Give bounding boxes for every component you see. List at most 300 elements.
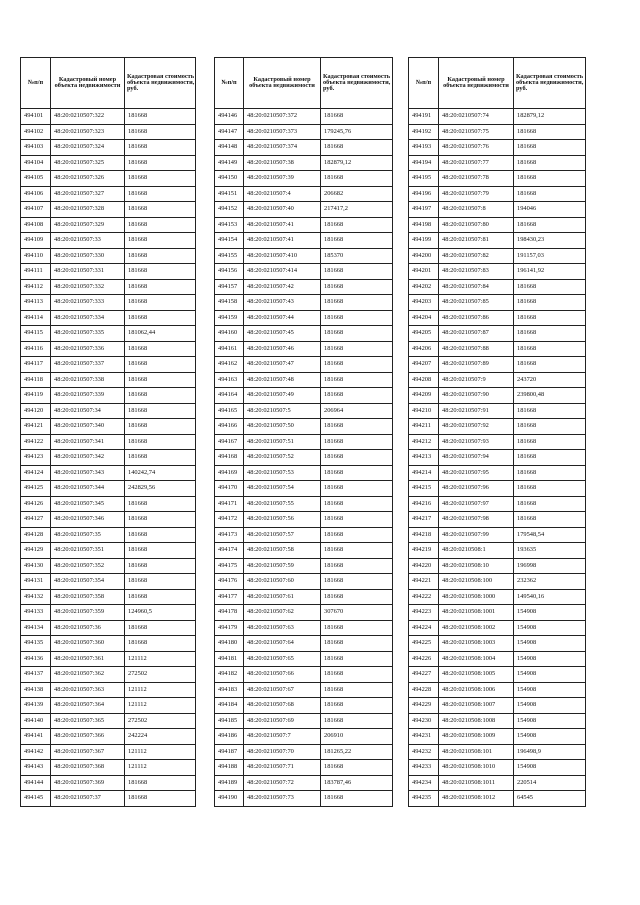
table-row: [21, 140, 196, 156]
table-row: [215, 682, 393, 698]
table-row: [21, 326, 196, 342]
table-row: [21, 682, 196, 698]
cadastral-cost: 206910: [321, 729, 393, 745]
row-number: 494149: [215, 155, 244, 171]
cadastral-table-2: [214, 57, 393, 807]
cadastral-number: 48:20:0210507:362: [51, 667, 125, 683]
row-number: 494133: [21, 605, 51, 621]
row-number: 494198: [409, 217, 439, 233]
cadastral-number: 48:20:0210507:71: [244, 760, 321, 776]
cadastral-number: 48:20:0210508:1009: [439, 729, 514, 745]
cadastral-cost: 181668: [125, 419, 196, 435]
cadastral-cost: 181668: [514, 326, 586, 342]
cadastral-number: 48:20:0210507:352: [51, 558, 125, 574]
cadastral-number: 48:20:0210507:67: [244, 682, 321, 698]
cadastral-cost: 181668: [321, 496, 393, 512]
table-row: [409, 744, 586, 760]
cadastral-number: 48:20:0210507:70: [244, 744, 321, 760]
row-number: 494200: [409, 248, 439, 264]
table-header-row: [21, 58, 196, 109]
cadastral-number: 48:20:0210508:100: [439, 574, 514, 590]
table-row: [409, 109, 586, 125]
row-number: 494191: [409, 109, 439, 125]
cadastral-number: 48:20:0210507:337: [51, 357, 125, 373]
table-row: [215, 450, 393, 466]
cadastral-number: 48:20:0210507:54: [244, 481, 321, 497]
row-number: 494110: [21, 248, 51, 264]
cadastral-number: 48:20:0210507:322: [51, 109, 125, 125]
table-row: [215, 527, 393, 543]
row-number: 494152: [215, 202, 244, 218]
row-number: 494126: [21, 496, 51, 512]
table-row: [21, 264, 196, 280]
cadastral-cost: 181668: [321, 450, 393, 466]
row-number: 494166: [215, 419, 244, 435]
table-row: [409, 155, 586, 171]
row-number: 494102: [21, 124, 51, 140]
cadastral-number: 48:20:0210507:39: [244, 171, 321, 187]
row-number: 494131: [21, 574, 51, 590]
row-number: 494171: [215, 496, 244, 512]
row-number: 494130: [21, 558, 51, 574]
table-row: [409, 713, 586, 729]
cadastral-cost: 181668: [125, 558, 196, 574]
table-row: [409, 140, 586, 156]
table-row: [409, 124, 586, 140]
cadastral-cost: 181668: [321, 481, 393, 497]
table-row: [409, 574, 586, 590]
cadastral-number: 48:20:0210507:323: [51, 124, 125, 140]
cadastral-number: 48:20:0210507:324: [51, 140, 125, 156]
table-row: [21, 574, 196, 590]
row-number: 494151: [215, 186, 244, 202]
cadastral-cost: 181668: [125, 775, 196, 791]
cadastral-cost: 181062,44: [125, 326, 196, 342]
table-row: [409, 543, 586, 559]
cadastral-number: 48:20:0210508:1006: [439, 682, 514, 698]
row-number: 494144: [21, 775, 51, 791]
cadastral-cost: 181668: [514, 186, 586, 202]
row-number: 494122: [21, 434, 51, 450]
row-number: 494203: [409, 295, 439, 311]
table-row: [409, 341, 586, 357]
cadastral-number: 48:20:0210507:76: [439, 140, 514, 156]
row-number: 494179: [215, 620, 244, 636]
cadastral-cost: 307670: [321, 605, 393, 621]
cadastral-number: 48:20:0210508:1: [439, 543, 514, 559]
cadastral-table-1: [20, 57, 196, 807]
row-number: 494230: [409, 713, 439, 729]
header-cadastral-cost: Кадастровая стоимость объекта недвижимости, руб.: [514, 58, 586, 109]
cadastral-cost: 179245,76: [321, 124, 393, 140]
cadastral-number: 48:20:0210507:65: [244, 651, 321, 667]
table-row: [21, 760, 196, 776]
cadastral-number: 48:20:0210507:73: [244, 791, 321, 807]
row-number: 494199: [409, 233, 439, 249]
cadastral-number: 48:20:0210508:1002: [439, 620, 514, 636]
table-row: [215, 512, 393, 528]
cadastral-cost: 194046: [514, 202, 586, 218]
table-row: [215, 713, 393, 729]
cadastral-cost: 121112: [125, 682, 196, 698]
row-number: 494210: [409, 403, 439, 419]
row-number: 494145: [21, 791, 51, 807]
table-row: [409, 636, 586, 652]
cadastral-cost: 154908: [514, 667, 586, 683]
table-row: [215, 496, 393, 512]
cadastral-cost: 181668: [321, 357, 393, 373]
cadastral-number: 48:20:0210507:373: [244, 124, 321, 140]
cadastral-number: 48:20:0210507:94: [439, 450, 514, 466]
row-number: 494141: [21, 729, 51, 745]
row-number: 494185: [215, 713, 244, 729]
cadastral-number: 48:20:0210507:68: [244, 698, 321, 714]
table-header-row: [215, 58, 393, 109]
row-number: 494219: [409, 543, 439, 559]
row-number: 494178: [215, 605, 244, 621]
cadastral-number: 48:20:0210507:9: [439, 372, 514, 388]
table-row: [21, 248, 196, 264]
cadastral-number: 48:20:0210507:61: [244, 589, 321, 605]
cadastral-cost: 181668: [321, 295, 393, 311]
cadastral-cost: 181668: [514, 465, 586, 481]
row-number: 494114: [21, 310, 51, 326]
cadastral-cost: 154908: [514, 713, 586, 729]
cadastral-number: 48:20:0210508:1000: [439, 589, 514, 605]
table-row: [409, 512, 586, 528]
row-number: 494140: [21, 713, 51, 729]
cadastral-cost: 181668: [321, 527, 393, 543]
table-row: [215, 543, 393, 559]
table-row: [215, 605, 393, 621]
cadastral-cost: 182879,12: [514, 109, 586, 125]
cadastral-number: 48:20:0210507:75: [439, 124, 514, 140]
cadastral-cost: 181668: [514, 357, 586, 373]
row-number: 494124: [21, 465, 51, 481]
table-row: [21, 744, 196, 760]
cadastral-cost: 181668: [321, 372, 393, 388]
table-row: [21, 558, 196, 574]
cadastral-number: 48:20:0210507:44: [244, 310, 321, 326]
cadastral-number: 48:20:0210508:101: [439, 744, 514, 760]
row-number: 494111: [21, 264, 51, 280]
row-number: 494160: [215, 326, 244, 342]
cadastral-cost: 181668: [321, 419, 393, 435]
table-row: [215, 171, 393, 187]
table-row: [215, 233, 393, 249]
row-number: 494116: [21, 341, 51, 357]
row-number: 494211: [409, 419, 439, 435]
table-row: [409, 186, 586, 202]
cadastral-number: 48:20:0210507:81: [439, 233, 514, 249]
cadastral-number: 48:20:0210507:325: [51, 155, 125, 171]
cadastral-cost: 181668: [321, 651, 393, 667]
cadastral-number: 48:20:0210507:410: [244, 248, 321, 264]
cadastral-number: 48:20:0210507:41: [244, 217, 321, 233]
table-row: [21, 620, 196, 636]
table-row: [215, 357, 393, 373]
table-row: [215, 124, 393, 140]
cadastral-number: 48:20:0210507:338: [51, 372, 125, 388]
cadastral-number: 48:20:0210508:1007: [439, 698, 514, 714]
cadastral-number: 48:20:0210507:345: [51, 496, 125, 512]
table-row: [21, 527, 196, 543]
cadastral-cost: 206964: [321, 403, 393, 419]
row-number: 494231: [409, 729, 439, 745]
cadastral-cost: 220514: [514, 775, 586, 791]
table-row: [215, 326, 393, 342]
cadastral-number: 48:20:0210507:374: [244, 140, 321, 156]
row-number: 494128: [21, 527, 51, 543]
row-number: 494176: [215, 574, 244, 590]
cadastral-cost: 181668: [321, 326, 393, 342]
cadastral-cost: 181668: [321, 512, 393, 528]
cadastral-number: 48:20:0210507:342: [51, 450, 125, 466]
cadastral-number: 48:20:0210507:5: [244, 403, 321, 419]
row-number: 494173: [215, 527, 244, 543]
row-number: 494214: [409, 465, 439, 481]
cadastral-number: 48:20:0210508:1010: [439, 760, 514, 776]
row-number: 494229: [409, 698, 439, 714]
cadastral-number: 48:20:0210507:79: [439, 186, 514, 202]
cadastral-cost: 181668: [321, 620, 393, 636]
row-number: 494119: [21, 388, 51, 404]
cadastral-number: 48:20:0210507:366: [51, 729, 125, 745]
row-number: 494162: [215, 357, 244, 373]
cadastral-number: 48:20:0210508:1003: [439, 636, 514, 652]
header-number: №п/п: [409, 58, 439, 109]
row-number: 494117: [21, 357, 51, 373]
table-row: [409, 651, 586, 667]
cadastral-cost: 196498,9: [514, 744, 586, 760]
table-row: [409, 465, 586, 481]
table-row: [21, 605, 196, 621]
cadastral-cost: 181668: [321, 217, 393, 233]
cadastral-cost: 242829,56: [125, 481, 196, 497]
cadastral-number: 48:20:0210508:1004: [439, 651, 514, 667]
cadastral-number: 48:20:0210507:66: [244, 667, 321, 683]
row-number: 494103: [21, 140, 51, 156]
row-number: 494175: [215, 558, 244, 574]
cadastral-number: 48:20:0210507:83: [439, 264, 514, 280]
row-number: 494165: [215, 403, 244, 419]
cadastral-cost: 181668: [321, 465, 393, 481]
cadastral-number: 48:20:0210507:351: [51, 543, 125, 559]
table-row: [215, 264, 393, 280]
row-number: 494220: [409, 558, 439, 574]
cadastral-number: 48:20:0210507:330: [51, 248, 125, 264]
cadastral-cost: 181668: [125, 295, 196, 311]
row-number: 494196: [409, 186, 439, 202]
cadastral-number: 48:20:0210507:60: [244, 574, 321, 590]
table-row: [409, 264, 586, 280]
table-row: [215, 310, 393, 326]
cadastral-cost: 206682: [321, 186, 393, 202]
row-number: 494120: [21, 403, 51, 419]
table-row: [21, 543, 196, 559]
table-row: [215, 341, 393, 357]
table-row: [21, 651, 196, 667]
cadastral-number: 48:20:0210507:4: [244, 186, 321, 202]
table-row: [21, 698, 196, 714]
row-number: 494233: [409, 760, 439, 776]
cadastral-cost: 124960,5: [125, 605, 196, 621]
cadastral-number: 48:20:0210507:41: [244, 233, 321, 249]
row-number: 494223: [409, 605, 439, 621]
cadastral-number: 48:20:0210507:48: [244, 372, 321, 388]
cadastral-cost: 181668: [125, 155, 196, 171]
cadastral-cost: 181668: [321, 713, 393, 729]
table-row: [409, 171, 586, 187]
table-row: [409, 775, 586, 791]
cadastral-number: 48:20:0210507:327: [51, 186, 125, 202]
cadastral-cost: 272502: [125, 667, 196, 683]
cadastral-cost: 181668: [321, 791, 393, 807]
cadastral-cost: 181668: [514, 419, 586, 435]
cadastral-number: 48:20:0210507:343: [51, 465, 125, 481]
cadastral-number: 48:20:0210507:42: [244, 279, 321, 295]
cadastral-number: 48:20:0210507:77: [439, 155, 514, 171]
header-cadastral-cost: Кадастровая стоимость объекта недвижимости, руб.: [321, 58, 393, 109]
cadastral-cost: 181668: [514, 310, 586, 326]
row-number: 494125: [21, 481, 51, 497]
table-row: [215, 791, 393, 807]
cadastral-number: 48:20:0210507:46: [244, 341, 321, 357]
table-row: [21, 403, 196, 419]
table-row: [215, 729, 393, 745]
row-number: 494135: [21, 636, 51, 652]
table-row: [215, 186, 393, 202]
row-number: 494147: [215, 124, 244, 140]
table-row: [215, 419, 393, 435]
cadastral-cost: 181668: [514, 450, 586, 466]
cadastral-cost: 181668: [125, 791, 196, 807]
table-row: [21, 233, 196, 249]
table-row: [215, 155, 393, 171]
cadastral-cost: 154908: [514, 729, 586, 745]
row-number: 494218: [409, 527, 439, 543]
row-number: 494205: [409, 326, 439, 342]
cadastral-number: 48:20:0210507:45: [244, 326, 321, 342]
table-row: [21, 186, 196, 202]
table-row: [21, 109, 196, 125]
cadastral-cost: 181668: [321, 140, 393, 156]
cadastral-number: 48:20:0210507:92: [439, 419, 514, 435]
cadastral-number: 48:20:0210507:56: [244, 512, 321, 528]
row-number: 494202: [409, 279, 439, 295]
row-number: 494112: [21, 279, 51, 295]
table-row: [215, 403, 393, 419]
cadastral-cost: 191157,03: [514, 248, 586, 264]
cadastral-number: 48:20:0210507:335: [51, 326, 125, 342]
row-number: 494136: [21, 651, 51, 667]
row-number: 494127: [21, 512, 51, 528]
row-number: 494108: [21, 217, 51, 233]
table-row: [21, 713, 196, 729]
row-number: 494227: [409, 667, 439, 683]
row-number: 494163: [215, 372, 244, 388]
table-row: [215, 434, 393, 450]
cadastral-cost: 181668: [321, 667, 393, 683]
cadastral-cost: 181668: [514, 155, 586, 171]
cadastral-number: 48:20:0210507:96: [439, 481, 514, 497]
table-row: [21, 450, 196, 466]
cadastral-number: 48:20:0210507:341: [51, 434, 125, 450]
row-number: 494115: [21, 326, 51, 342]
cadastral-number: 48:20:0210507:340: [51, 419, 125, 435]
row-number: 494155: [215, 248, 244, 264]
table-row: [21, 636, 196, 652]
table-row: [215, 248, 393, 264]
table-row: [21, 729, 196, 745]
cadastral-cost: 149540,16: [514, 589, 586, 605]
header-number: №п/п: [21, 58, 51, 109]
row-number: 494207: [409, 357, 439, 373]
row-number: 494167: [215, 434, 244, 450]
table-row: [21, 667, 196, 683]
cadastral-cost: 181668: [125, 124, 196, 140]
cadastral-cost: 181668: [125, 357, 196, 373]
cadastral-number: 48:20:0210507:74: [439, 109, 514, 125]
cadastral-cost: 181668: [514, 403, 586, 419]
row-number: 494228: [409, 682, 439, 698]
row-number: 494215: [409, 481, 439, 497]
cadastral-cost: 181668: [321, 589, 393, 605]
table-row: [215, 760, 393, 776]
table-row: [409, 202, 586, 218]
cadastral-cost: 181668: [125, 186, 196, 202]
cadastral-cost: 232362: [514, 574, 586, 590]
row-number: 494139: [21, 698, 51, 714]
row-number: 494169: [215, 465, 244, 481]
table-row: [21, 155, 196, 171]
row-number: 494193: [409, 140, 439, 156]
table-row: [409, 403, 586, 419]
cadastral-number: 48:20:0210507:333: [51, 295, 125, 311]
row-number: 494184: [215, 698, 244, 714]
cadastral-cost: 154908: [514, 760, 586, 776]
table-row: [21, 202, 196, 218]
cadastral-cost: 181668: [125, 202, 196, 218]
row-number: 494222: [409, 589, 439, 605]
row-number: 494174: [215, 543, 244, 559]
cadastral-cost: 181668: [514, 481, 586, 497]
cadastral-number: 48:20:0210507:43: [244, 295, 321, 311]
cadastral-number: 48:20:0210507:331: [51, 264, 125, 280]
cadastral-cost: 154908: [514, 636, 586, 652]
cadastral-number: 48:20:0210507:368: [51, 760, 125, 776]
table-row: [409, 729, 586, 745]
cadastral-number: 48:20:0210507:85: [439, 295, 514, 311]
cadastral-cost: 181668: [321, 543, 393, 559]
cadastral-number: 48:20:0210507:86: [439, 310, 514, 326]
cadastral-cost: 140242,74: [125, 465, 196, 481]
cadastral-cost: 181668: [321, 109, 393, 125]
cadastral-number: 48:20:0210507:90: [439, 388, 514, 404]
cadastral-number: 48:20:0210507:80: [439, 217, 514, 233]
cadastral-cost: 181668: [514, 279, 586, 295]
cadastral-number: 48:20:0210507:55: [244, 496, 321, 512]
cadastral-cost: 181668: [125, 248, 196, 264]
cadastral-number: 48:20:0210507:35: [51, 527, 125, 543]
row-number: 494172: [215, 512, 244, 528]
cadastral-number: 48:20:0210507:38: [244, 155, 321, 171]
cadastral-number: 48:20:0210507:51: [244, 434, 321, 450]
table-row: [21, 775, 196, 791]
cadastral-number: 48:20:0210507:358: [51, 589, 125, 605]
row-number: 494186: [215, 729, 244, 745]
table-row: [21, 310, 196, 326]
